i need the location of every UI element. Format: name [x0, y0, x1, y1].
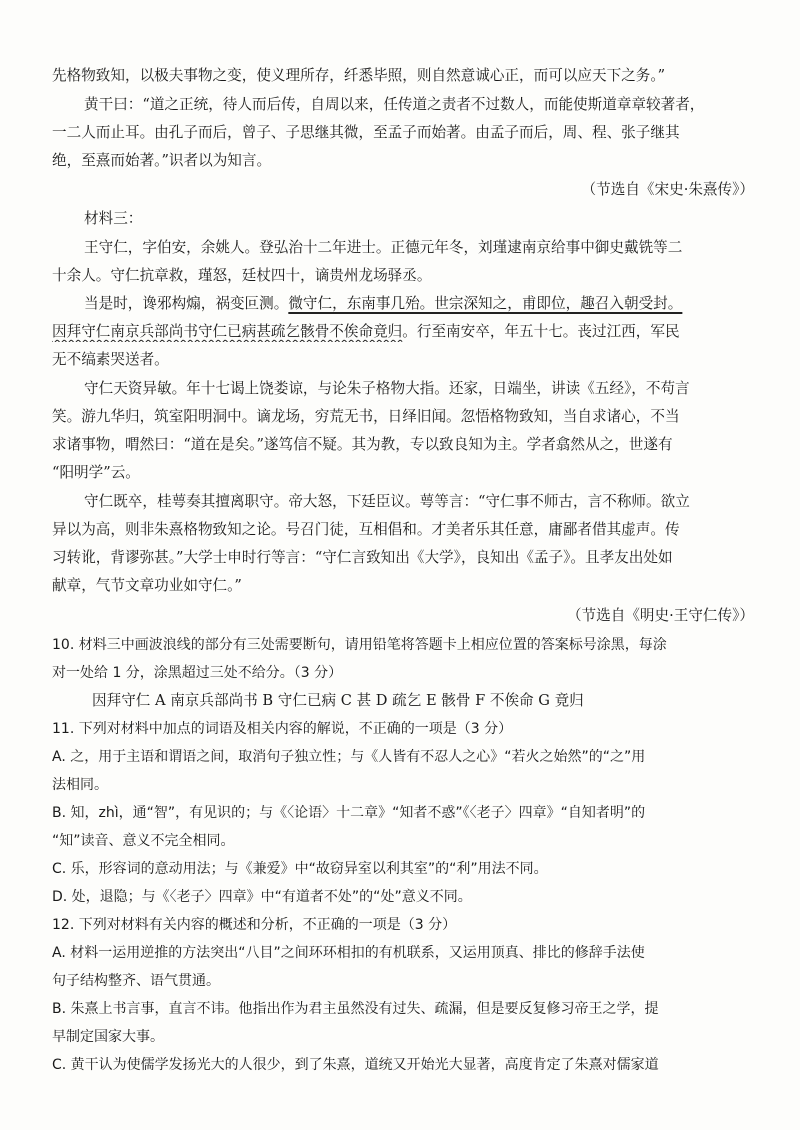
option-c: C. 乐，形容词的意动用法；与《兼爱》中“故窃异室以利其室”的“利”用法不同。	[52, 861, 548, 877]
text-line: 一二人而止耳。由孔子而后，曾子、子思继其微，至孟子而始著。由孟子而后，周、程、张子继其	[52, 124, 680, 141]
option-a: A. 之，用于主语和谓语之间，取消句子独立性；与《人皆有不忍人之心》“若火之始然”的“之”用	[52, 749, 646, 765]
text-line: 早制定国家大事。	[52, 1029, 164, 1045]
source-citation: （节选自《宋史·朱熹传》）	[581, 181, 754, 198]
text-line: 笑。游九华归，筑室阳明洞中。谪龙场，穷荒无书，日绎旧闻。忽悟格物致知，当自求诸心，不当	[52, 408, 680, 425]
text-line: 求诸事物，喟然曰：“道在是矣。”遂笃信不疑。其为教，专以致良知为主。学者翕然从之，世遂有	[52, 436, 673, 453]
option-c: C. 黄干认为使儒学发扬光大的人很少，到了朱熹，道统又开始光大显著，高度肯定了朱熹对儒家道	[52, 1057, 659, 1073]
text-line	[84, 294, 752, 314]
text-line: “阳明学”云。	[52, 464, 140, 481]
text-line: 十余人。守仁抗章救，瑾怒，廷杖四十，谪贵州龙场驿丞。	[52, 267, 432, 284]
option-d: D. 处，退隐；与《〈老子〉四章》中“有道者不处”的“处”意义不同。	[52, 889, 472, 905]
option-b: B. 朱熹上书言事，直言不讳。他指出作为君主虽然没有过失、疏漏，但是要反复修习帝王之学，提	[52, 1001, 659, 1017]
text-line: 王守仁，字伯安，余姚人。登弘治十二年进士。正德元年冬，刘瑾逮南京给事中御史戴铣等二	[84, 239, 683, 256]
section-heading: 材料三：	[84, 210, 143, 227]
text-line: 守仁天资异敏。年十七谒上饶娄谅，与论朱子格物大指。还家，日端坐，讲读《五经》，不苟言	[84, 380, 690, 397]
text-line: 黄干曰：“道之正统，待人而后传，自周以来，任传道之责者不过数人，而能使斯道章章较著者，	[84, 96, 705, 113]
text-line: “知”读音、意义不完全相同。	[52, 833, 235, 849]
option-b: B. 知，zhì，通“智”，有见识的；与《〈论语〉十二章》“知者不惑”《〈老子〉四章》“自知者明”的	[52, 805, 646, 821]
text-line: 献章，气节文章功业如守仁。”	[52, 577, 242, 594]
underlined-sentence: 微守仁，东南事几殆。世宗深知之，甫即位，趣召入朝受封。	[288, 295, 683, 312]
text-line: 异以为高，则非朱熹格物致知之论。号召门徒，互相倡和。才美者乐其任意，庸鄙者借其虚声。传	[52, 521, 680, 538]
text-line	[52, 322, 752, 342]
text-line: 先格物致知，以极夫事物之变，使义理所存，纤悉毕照，则自然意诚心正，而可以应天下之务。”	[52, 67, 666, 84]
question-11: 11. 下列对材料中加点的词语及相关内容的解说，不正确的一项是（3 分）	[52, 721, 513, 737]
text-span: 当是时，谗邪构煽，祸变叵测。	[84, 295, 289, 312]
question-12: 12. 下列对材料有关内容的概述和分析，不正确的一项是（3 分）	[52, 917, 457, 933]
question-10: 10. 材料三中画波浪线的部分有三处需要断句，请用铅笔将答题卡上相应位置的答案标号涂黑，每涂	[52, 637, 667, 653]
text-span: 。行至南安卒，年五十七。丧过江西，军民	[402, 323, 680, 340]
text-line: 绝，至熹而始著。”识者以为知言。	[52, 152, 272, 169]
text-line: 句子结构整齐、语气贯通。	[52, 973, 220, 989]
text-line: 法相同。	[52, 777, 108, 793]
option-a: A. 材料一运用逆推的方法突出“八目”之间环环相扣的有机联系，又运用顶真、排比的修辞手法使	[52, 945, 645, 961]
source-citation: （节选自《明史·王守仁传》）	[566, 607, 754, 624]
wavy-underlined-passage: 因拜守仁南京兵部尚书守仁已病甚疏乞骸骨不俟命竟归	[52, 323, 403, 340]
text-line: 习转讹，背谬弥甚。”大学士申时行等言：“守仁言致知出《大学》，良知出《孟子》。且孝友出处如	[52, 549, 673, 566]
text-line: 对一处给 1 分，涂黑超过三处不给分。（3 分）	[52, 665, 343, 681]
text-line: 守仁既卒，桂萼奏其擅离职守。帝大怒，下廷臣议。萼等言：“守仁事不师古，言不称师。欲立	[84, 493, 690, 510]
question-10-options: 因拜守仁 A 南京兵部尚书 B 守仁已病 C 甚 D 疏乞 E 骸骨 F 不俟命 G 竟归	[92, 692, 584, 709]
text-line: 无不缟素哭送者。	[52, 351, 169, 368]
